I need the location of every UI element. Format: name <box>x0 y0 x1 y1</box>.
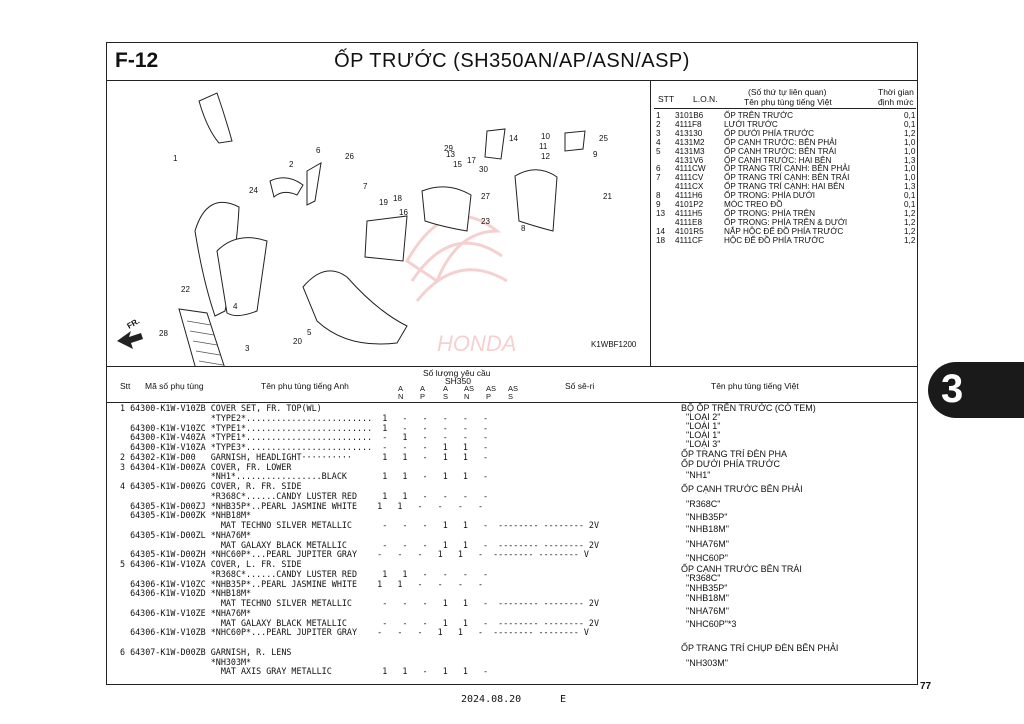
labor-stt: 6 <box>656 164 661 174</box>
labor-name: LƯỚI TRƯỚC <box>724 119 778 129</box>
cat-col-stt: Stt <box>120 381 131 391</box>
labor-time: 1,0 <box>904 146 916 156</box>
catalog-line: 3 64304-K1W-D00ZA COVER, FR. LOWER <box>120 461 292 472</box>
svg-text:15: 15 <box>453 160 462 169</box>
col-stt: STT <box>658 94 675 104</box>
footer-edition: E <box>560 694 567 705</box>
qty-col-header: AS <box>508 384 519 393</box>
labor-lon: 4111CV <box>675 173 704 183</box>
catalog-line: *NH1*.................BLACK 1 1 - 1 1 - <box>120 471 489 482</box>
section-tab <box>928 362 1024 418</box>
labor-time: 1,0 <box>904 164 916 174</box>
catalog-row <box>107 628 917 638</box>
qty-col-header: AS <box>486 384 497 393</box>
svg-text:2: 2 <box>289 160 294 169</box>
col-lon: L.O.N. <box>693 94 718 104</box>
catalog-vn-name: "NH303M" <box>681 658 728 668</box>
svg-text:9: 9 <box>593 150 598 159</box>
labor-stt: 4 <box>656 137 661 147</box>
catalog-vn-name: "LOẠI 2" <box>681 412 721 422</box>
labor-time: 1,2 <box>904 226 916 236</box>
labor-lon: 4111F8 <box>675 119 702 129</box>
labor-name: ỐP CẠNH TRƯỚC: HAI BÊN <box>724 155 832 165</box>
section-tab-number: 3 <box>941 367 964 411</box>
svg-text:5: 5 <box>307 328 312 337</box>
catalog-vn-name: "NHB35P" <box>681 512 728 522</box>
labor-lon: 4111CF <box>675 235 703 245</box>
catalog-line: *NH303M* <box>120 656 252 667</box>
catalog-line: 64306-K1W-V10ZD *NHB18M* <box>120 588 252 599</box>
svg-text:6: 6 <box>316 146 321 155</box>
svg-text:4: 4 <box>233 302 238 311</box>
col-name: Tên phụ tùng tiếng Việt <box>744 97 832 107</box>
svg-text:16: 16 <box>399 208 408 217</box>
labor-time: 1,2 <box>904 128 916 138</box>
catalog-vn-name: "NHB18M" <box>681 524 729 534</box>
svg-text:11: 11 <box>539 142 548 151</box>
catalog-line: MAT TECHNO SILVER METALLIC - - - 1 1 - -------- -------- 2V <box>120 520 600 530</box>
svg-text:28: 28 <box>159 329 168 338</box>
svg-text:29: 29 <box>444 144 453 153</box>
qty-col-header: S <box>443 392 449 401</box>
catalog-line: 64300-K1W-V10ZC *TYPE1*......................... 1 - - - - - <box>120 422 489 433</box>
svg-text:20: 20 <box>293 337 302 346</box>
catalog-line: MAT TECHNO SILVER METALLIC - - - 1 1 - -------- -------- 2V <box>120 598 600 608</box>
labor-time: 1,2 <box>904 208 916 218</box>
labor-stt: 3 <box>656 128 661 138</box>
labor-time: 1,2 <box>904 235 916 245</box>
labor-name: HỘC ĐỂ ĐỒ PHÍA TRƯỚC <box>724 235 825 245</box>
labor-time: 1,0 <box>904 137 916 147</box>
labor-name: MÓC TREO ĐỒ <box>724 200 783 209</box>
qty-col-header: P <box>420 392 426 401</box>
svg-text:17: 17 <box>467 156 476 165</box>
cat-col-partno: Mã số phụ tùng <box>145 381 204 391</box>
catalog-vn-name: "R368C" <box>681 499 721 509</box>
cat-col-name-en: Tên phụ tùng tiếng Anh <box>261 381 349 391</box>
svg-text:22: 22 <box>181 285 190 294</box>
section-code: F-12 <box>115 49 159 72</box>
labor-lon: 4131M2 <box>675 137 705 147</box>
catalog-line: MAT GALAXY BLACK METALLIC - - - 1 1 - -------- -------- 2V <box>120 539 600 550</box>
labor-lon: 4111CW <box>675 164 706 174</box>
qty-col-header: S <box>508 392 514 401</box>
col-time-2: định mức <box>878 97 914 107</box>
catalog-line: *R368C*......CANDY LUSTER RED 1 1 - - - - <box>120 568 489 579</box>
catalog-vn-name: "LOẠI 3" <box>681 439 721 449</box>
direction-label: FR. <box>125 316 142 331</box>
labor-lon: 4101P2 <box>675 200 704 209</box>
cat-col-serial: Số sê-ri <box>565 381 595 391</box>
catalog-vn-name: "NHA76M" <box>681 539 729 549</box>
svg-text:8: 8 <box>521 224 526 233</box>
svg-text:30: 30 <box>479 165 488 174</box>
qty-col-header: N <box>464 392 470 401</box>
catalog-line: 64305-K1W-D00ZL *NHA76M* <box>120 529 252 540</box>
qty-col-header: A <box>420 384 426 393</box>
labor-stt: 7 <box>656 173 661 183</box>
catalog-vn-name: "NH1" <box>681 470 711 480</box>
catalog-line: 64306-K1W-V10ZC *NHB35P*..PEARL JASMINE WHITE 1 1 - - - - <box>120 578 484 589</box>
col-name-sub: (Số thứ tự liên quan) <box>748 87 827 97</box>
exploded-diagram <box>107 81 651 366</box>
labor-stt: 1 <box>656 111 661 120</box>
catalog-vn-name: ỐP TRANG TRÍ CHỤP ĐÈN BÊN PHẢI <box>681 643 839 653</box>
catalog-line: *R368C*......CANDY LUSTER RED 1 1 - - - - <box>120 490 489 501</box>
labor-name: ỐP DƯỚI PHÍA TRƯỚC <box>724 128 815 138</box>
labor-stt: 18 <box>656 235 666 245</box>
catalog-vn-name: "NHB18M" <box>681 593 729 603</box>
catalog-line: 64306-K1W-V10ZB *NHC60P*...PEARL JUPITER GRAY - - - 1 1 - -------- -------- V <box>120 627 589 638</box>
labor-time: 0,1 <box>904 191 916 201</box>
catalog-line: 64300-K1W-V10ZA *TYPE3*......................... - - - 1 1 - <box>120 442 489 452</box>
page-frame <box>106 42 918 685</box>
front-direction-arrow-icon <box>117 331 143 349</box>
svg-text:18: 18 <box>393 194 402 203</box>
catalog-vn-name: "LOẠI 1" <box>681 430 721 440</box>
catalog-vn-name: "R368C" <box>681 573 721 583</box>
labor-row <box>652 237 917 246</box>
labor-name: ỐP TRANG TRÍ CẠNH: HAI BÊN <box>724 182 845 192</box>
labor-lon: 3101B6 <box>675 111 704 120</box>
page-header <box>107 43 917 81</box>
catalog-vn-name: "NHC60P" <box>681 553 728 563</box>
svg-text:10: 10 <box>541 132 550 141</box>
labor-name: ỐP TRÊN TRƯỚC <box>724 111 794 120</box>
footer-date: 2024.08.20 <box>461 694 522 705</box>
labor-time: 0,1 <box>904 200 916 209</box>
catalog-vn-name: ỐP CẠNH TRƯỚC BÊN PHẢI <box>681 484 803 494</box>
catalog-vn-name: "NHC60P"*3 <box>681 619 737 629</box>
svg-text:7: 7 <box>363 182 368 191</box>
catalog-line: 1 64300-K1W-V10ZB COVER SET, FR. TOP(WL) <box>120 403 322 413</box>
cat-col-qty-model: SH350 <box>445 376 471 386</box>
catalog-line: 64306-K1W-V10ZE *NHA76M* <box>120 607 252 618</box>
svg-text:27: 27 <box>481 192 490 201</box>
catalog-line: *TYPE2*......................... 1 - - - - - <box>120 412 489 423</box>
labor-stt: 13 <box>656 208 666 218</box>
labor-lon: 4111E8 <box>675 217 703 227</box>
svg-text:24: 24 <box>249 186 258 195</box>
labor-lon: 4131M3 <box>675 146 705 156</box>
svg-text:3: 3 <box>245 344 250 353</box>
parts-catalog <box>107 366 917 684</box>
honda-watermark <box>407 216 516 356</box>
svg-text:13: 13 <box>446 150 455 159</box>
labor-lon: 4111H5 <box>675 208 703 218</box>
labor-time: 1,3 <box>904 155 916 165</box>
labor-name: ỐP TRANG TRÍ CẠNH: BÊN PHẢI <box>724 164 851 174</box>
catalog-vn-name: ỐP TRANG TRÍ ĐÈN PHA <box>681 449 788 459</box>
labor-stt: 8 <box>656 191 661 201</box>
labor-name: ỐP TRANG TRÍ CẠNH: BÊN TRÁI <box>724 173 850 183</box>
catalog-row <box>107 667 917 677</box>
labor-stt: 14 <box>656 226 666 236</box>
catalog-line: 64305-K1W-D00ZK *NHB18M* <box>120 510 252 521</box>
svg-text:21: 21 <box>603 192 612 201</box>
catalog-line: 6 64307-K1W-D00ZB GARNISH, R. LENS <box>120 646 292 657</box>
labor-time: 0,1 <box>904 119 916 129</box>
catalog-vn-name: "NHB35P" <box>681 583 728 593</box>
qty-col-header: A <box>398 384 404 393</box>
labor-time: 1,3 <box>904 182 916 192</box>
labor-time: 1,0 <box>904 173 916 183</box>
qty-col-header: AS <box>464 384 475 393</box>
col-time-1: Thời gian <box>878 87 914 97</box>
catalog-vn-name: ỐP CẠNH TRƯỚC BÊN TRÁI <box>681 564 802 574</box>
labor-time: 1,2 <box>904 217 916 227</box>
catalog-vn-name: "LOẠI 1" <box>681 421 721 431</box>
catalog-line: MAT AXIS GRAY METALLIC 1 1 - 1 1 - <box>120 666 489 677</box>
cat-col-qty: Số lượng yêu cầu <box>423 368 491 378</box>
labor-lon: 4111H6 <box>675 191 703 201</box>
svg-text:HONDA: HONDA <box>437 331 517 356</box>
labor-name: ỐP CẠNH TRƯỚC: BÊN PHẢI <box>724 137 837 147</box>
catalog-line: 2 64302-K1W-D00 GARNISH, HEADLIGHT·········· 1 1 - 1 1 - <box>120 451 489 462</box>
svg-text:23: 23 <box>481 217 490 226</box>
svg-text:19: 19 <box>379 198 388 207</box>
labor-stt: 2 <box>656 119 661 129</box>
labor-name: NẮP HỘC ĐỂ ĐỒ PHÍA TRƯỚC <box>724 226 844 236</box>
labor-lon: 4131V6 <box>675 155 704 165</box>
catalog-line: 5 64306-K1W-V10ZA COVER, L. FR. SIDE <box>120 559 302 569</box>
catalog-vn-name: "NHA76M" <box>681 606 729 616</box>
figure-code: K1WBF1200 <box>591 340 637 349</box>
labor-lon: 4101R5 <box>675 226 704 236</box>
svg-text:12: 12 <box>541 152 550 161</box>
svg-text:25: 25 <box>599 134 608 143</box>
qty-col-header: N <box>398 392 404 401</box>
qty-col-header: P <box>486 392 492 401</box>
svg-text:1: 1 <box>173 154 178 163</box>
svg-text:26: 26 <box>345 152 354 161</box>
catalog-vn-name: BỘ ỐP TRÊN TRƯỚC (CÓ TEM) <box>681 403 816 413</box>
catalog-line: 64305-K1W-D00ZJ *NHB35P*..PEARL JASMINE WHITE 1 1 - - - - <box>120 500 484 511</box>
svg-text:14: 14 <box>509 134 518 143</box>
catalog-vn-name: ỐP DƯỚI PHÍA TRƯỚC <box>681 459 780 469</box>
labor-name: ỐP TRONG: PHÍA DƯỚI <box>724 191 816 201</box>
catalog-line: 64305-K1W-D00ZH *NHC60P*...PEARL JUPITER GRAY - - - 1 1 - -------- -------- V <box>120 549 589 560</box>
labor-name: ỐP TRONG: PHÍA TRÊN <box>724 208 815 218</box>
labor-time-table <box>652 81 917 366</box>
labor-name: ỐP CẠNH TRƯỚC: BÊN TRÁI <box>724 146 837 156</box>
parts-illustration <box>107 81 650 366</box>
labor-stt: 9 <box>656 200 661 209</box>
labor-name: ỐP TRONG: PHÍA TRÊN & DƯỚI <box>724 217 848 227</box>
page-title: ỐP TRƯỚC (SH350AN/AP/ASN/ASP) <box>334 50 690 72</box>
labor-stt: 5 <box>656 146 661 156</box>
catalog-line: 64300-K1W-V40ZA *TYPE1*......................... - 1 - - - - <box>120 432 489 443</box>
labor-lon: 413130 <box>675 128 703 138</box>
labor-lon: 4111CX <box>675 182 704 192</box>
page-number: 77 <box>920 681 932 692</box>
cat-col-name-vn: Tên phụ tùng tiếng Việt <box>711 381 799 391</box>
catalog-line: MAT GALAXY BLACK METALLIC - - - 1 1 - -------- -------- 2V <box>120 617 600 628</box>
labor-time: 0,1 <box>904 111 916 120</box>
qty-col-header: A <box>443 384 449 393</box>
catalog-line: 4 64305-K1W-D00ZG COVER, R. FR. SIDE <box>120 481 302 491</box>
